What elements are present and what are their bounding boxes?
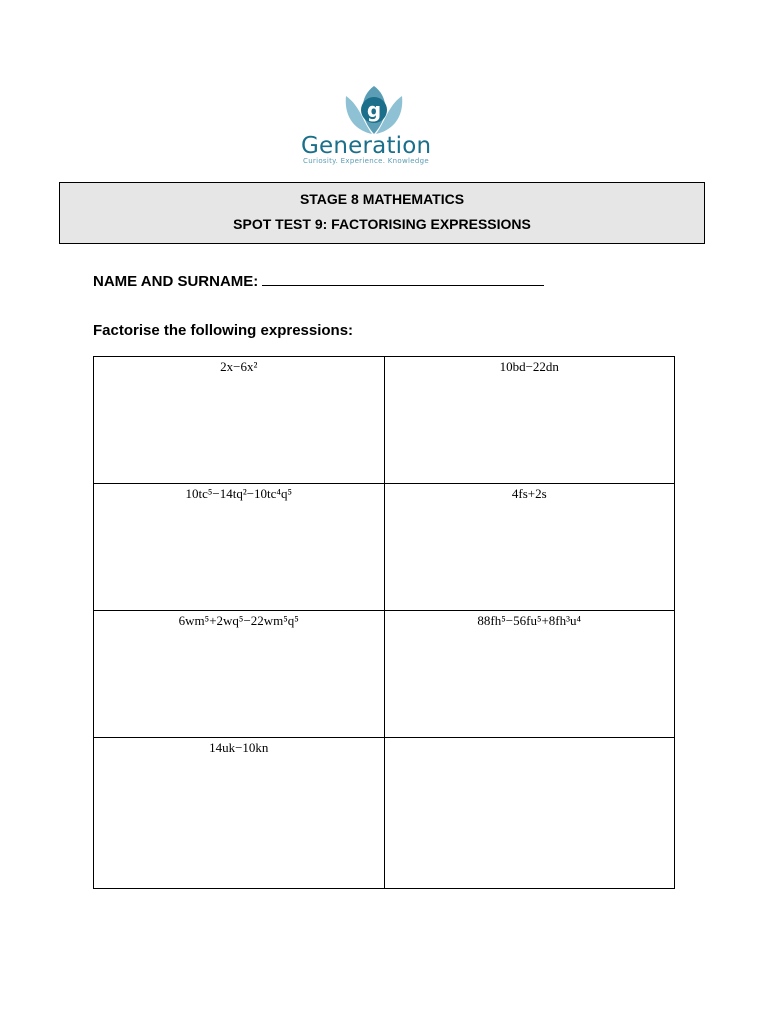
test-stage-title: STAGE 8 MATHEMATICS (299, 191, 465, 207)
answer-cell (384, 357, 675, 484)
logo-wordmark: Generation (301, 133, 432, 159)
table-row (94, 357, 675, 484)
table-row (94, 611, 675, 738)
lotus-emblem-icon (342, 86, 406, 136)
expression: 14uk−10kn (209, 740, 269, 755)
expression: 6wm⁵+2wq⁵−22wm⁵q⁵ (178, 613, 299, 628)
answer-cell (384, 484, 675, 611)
expression (385, 738, 675, 740)
expression: 10bd−22dn (499, 359, 559, 374)
answer-cell (94, 357, 385, 484)
instruction-text: Factorise the following expressions: (93, 322, 354, 339)
expressions-table (93, 356, 675, 889)
logo-tagline: Curiosity. Experience. Knowledge (303, 157, 429, 165)
emblem-letter: g (366, 98, 382, 122)
answer-cell (384, 738, 675, 889)
generation-logo (300, 86, 450, 170)
table-row (94, 484, 675, 611)
answer-cell (94, 611, 385, 738)
expression: 88fh⁵−56fu⁵+8fh³u⁴ (477, 613, 582, 628)
expression: 4fs+2s (511, 486, 547, 501)
answer-cell (94, 738, 385, 889)
name-field-row (93, 271, 544, 290)
test-name-title: SPOT TEST 9: FACTORISING EXPRESSIONS (233, 216, 531, 232)
title-box (59, 182, 705, 244)
answer-cell (94, 484, 385, 611)
answer-cell (384, 611, 675, 738)
expression: 10tc⁵−14tq²−10tc⁴q⁵ (185, 486, 293, 501)
expression: 2x−6x² (220, 359, 258, 374)
name-blank-line (262, 271, 544, 286)
name-label: NAME AND SURNAME: (93, 273, 259, 290)
table-row (94, 738, 675, 889)
